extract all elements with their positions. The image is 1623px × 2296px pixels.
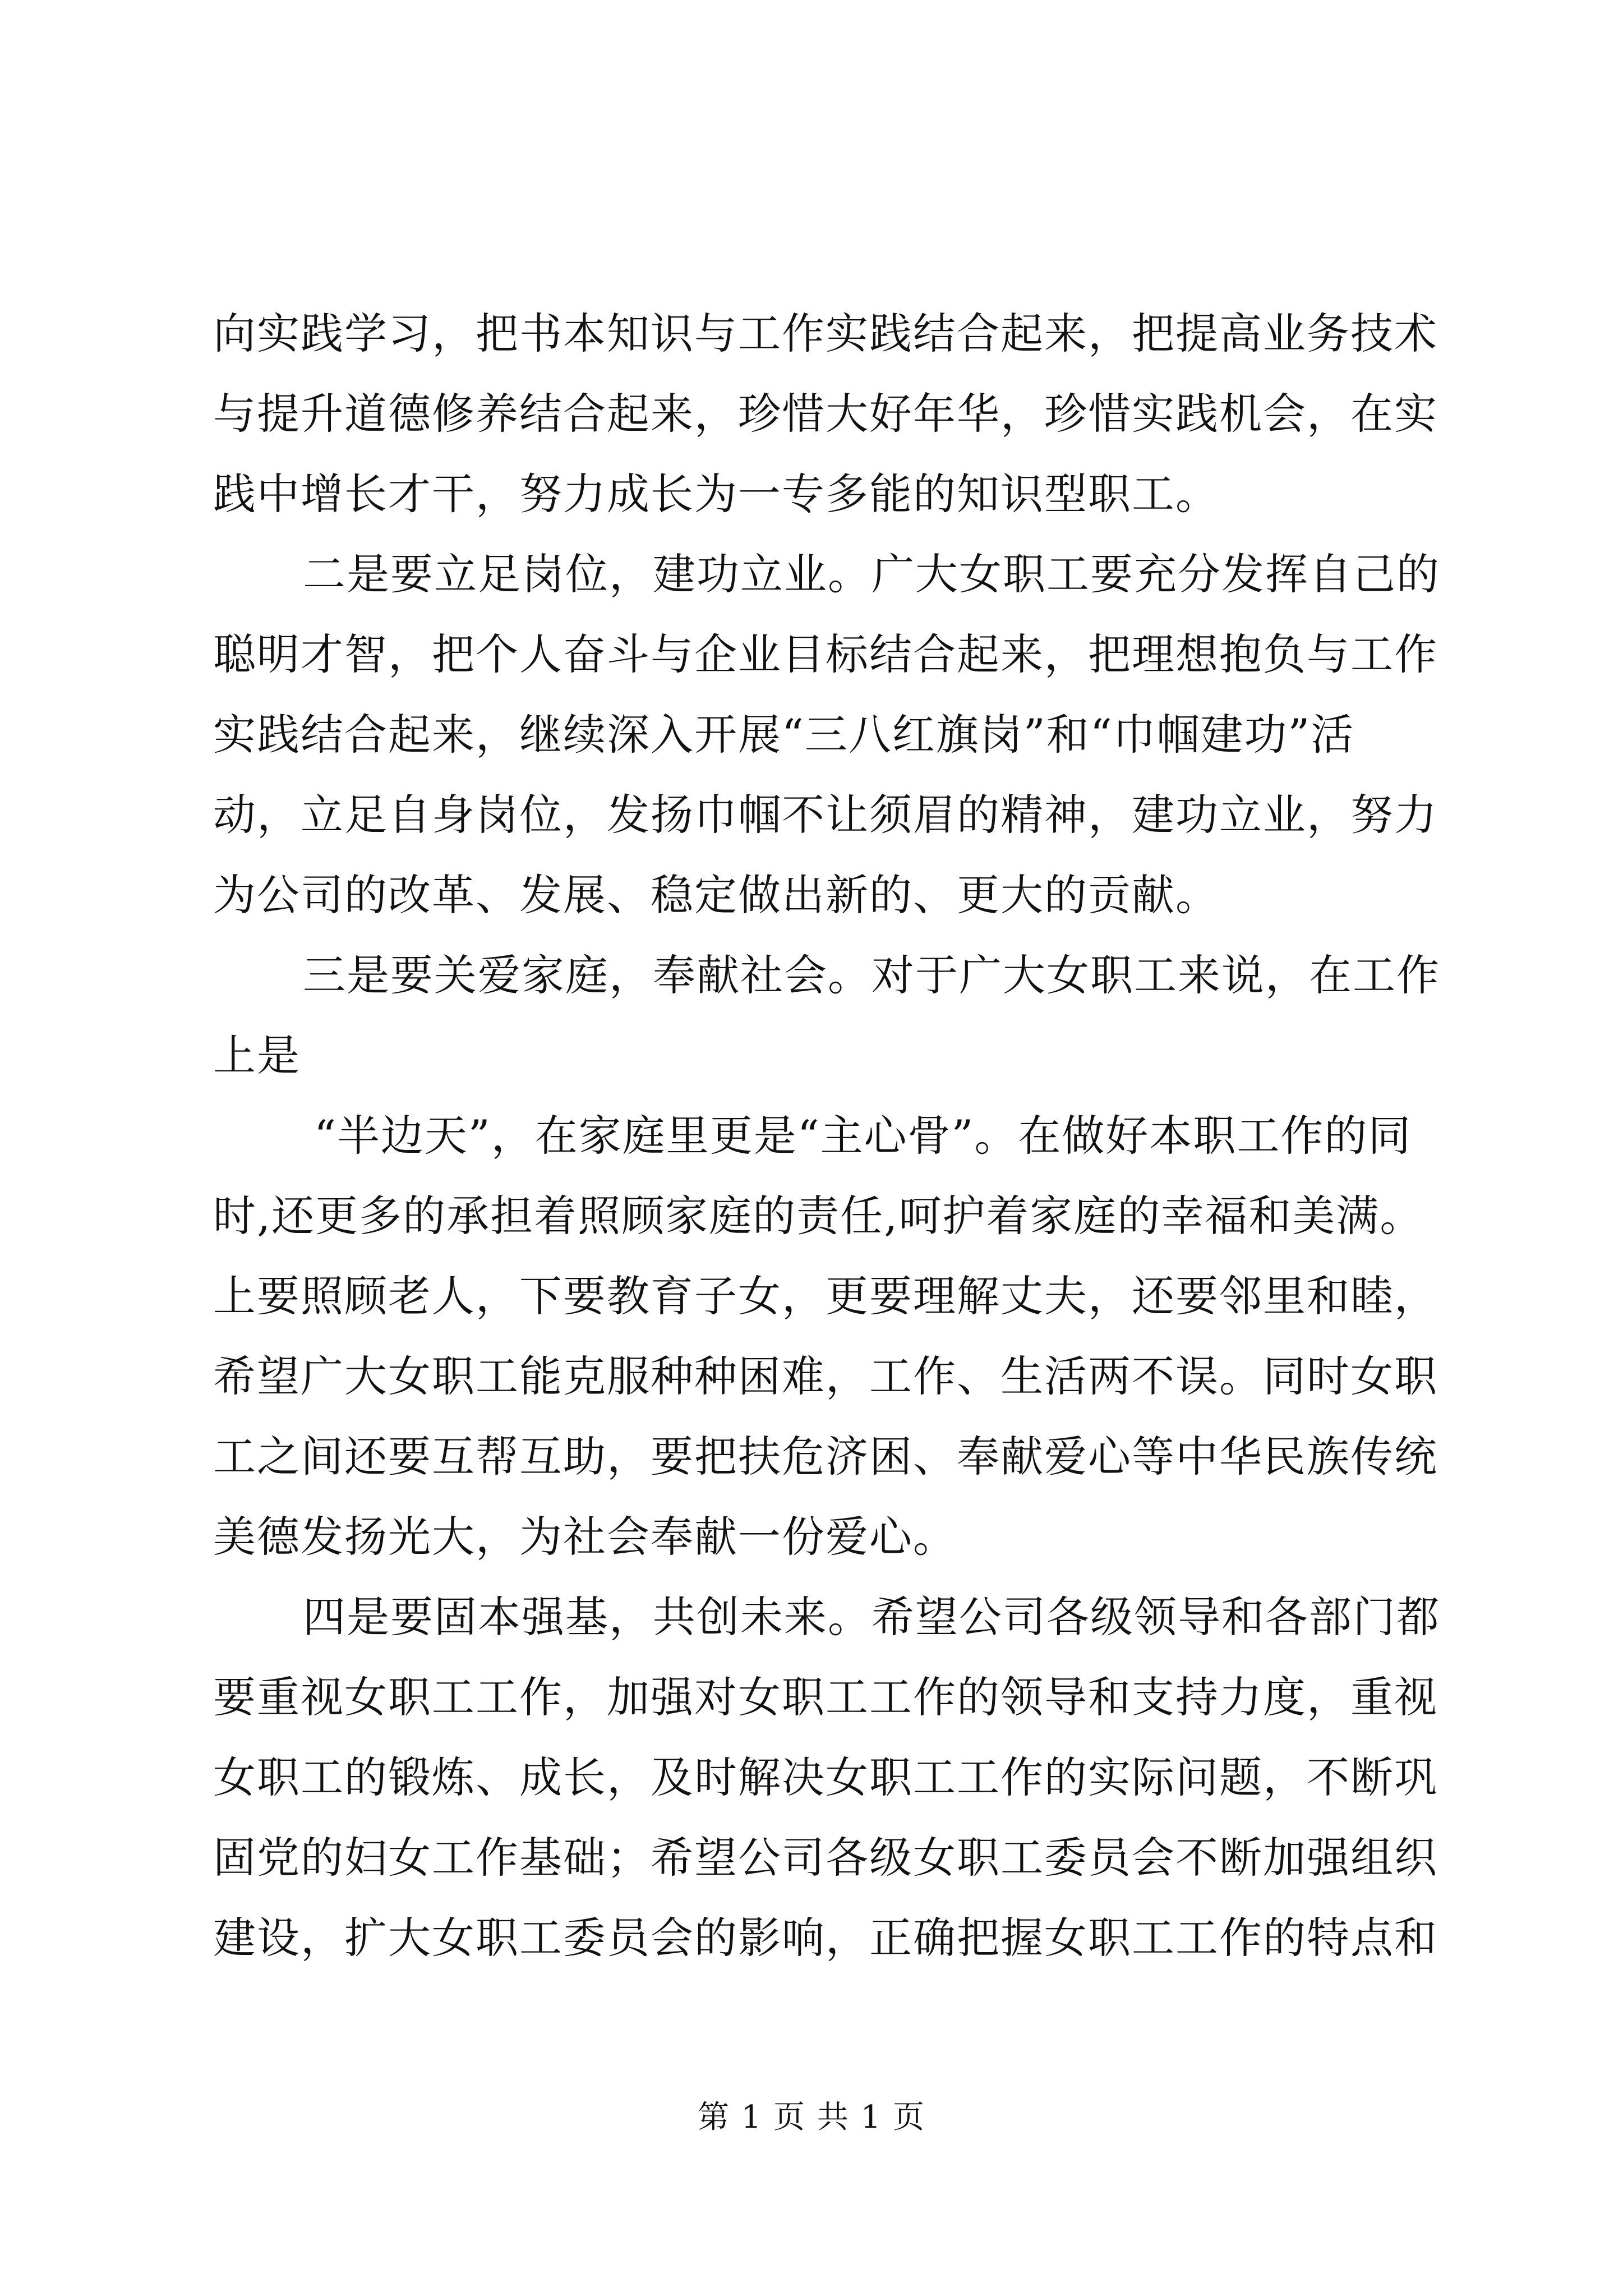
- page-footer: 第 1 页 共 1 页: [697, 2099, 926, 2136]
- text-line: 实践结合起来，继续深入开展“三八红旗岗”和“巾帼建功”活: [213, 710, 1355, 760]
- text-line: 为公司的改革、发展、稳定做出新的、更大的贡献。: [213, 870, 1219, 920]
- text-line: 女职工的锻炼、成长，及时解决女职工工作的实际问题，不断巩: [213, 1752, 1438, 1802]
- text-line: 时,还更多的承担着照顾家庭的责任,呵护着家庭的幸福和美满。: [213, 1191, 1424, 1241]
- paragraph-5-first-line: 四是要固本强基，共创未来。希望公司各级领导和各部门都: [303, 1592, 1440, 1642]
- paragraph-2-first-line: 二是要立足岗位，建功立业。广大女职工要充分发挥自己的: [303, 549, 1440, 599]
- text-line: 动，立足自身岗位，发扬巾帼不让须眉的精神，建功立业，努力: [213, 790, 1438, 840]
- text-line: 工之间还要互帮互助，要把扶危济困、奉献爱心等中华民族传统: [213, 1432, 1438, 1481]
- text-line: 建设，扩大女职工委员会的影响，正确把握女职工工作的特点和: [213, 1913, 1438, 1963]
- text-line: 践中增长才干，努力成长为一专多能的知识型职工。: [213, 469, 1219, 519]
- paragraph-4-first-line: “半边天”，在家庭里更是“主心骨”。在做好本职工作的同: [314, 1111, 1412, 1161]
- paragraph-3-first-line: 三是要关爱家庭，奉献社会。对于广大女职工来说，在工作: [303, 950, 1440, 1000]
- text-line: 固党的妇女工作基础；希望公司各级女职工委员会不断加强组织: [213, 1833, 1438, 1883]
- text-line: 聪明才智，把个人奋斗与企业目标结合起来，把理想抱负与工作: [213, 629, 1438, 679]
- text-line: 希望广大女职工能克服种种困难，工作、生活两不误。同时女职: [213, 1351, 1438, 1401]
- text-line: 要重视女职工工作，加强对女职工工作的领导和支持力度，重视: [213, 1672, 1438, 1722]
- text-line: 上要照顾老人，下要教育子女，更要理解丈夫，还要邻里和睦，: [213, 1271, 1438, 1321]
- text-line: 与提升道德修养结合起来，珍惜大好年华，珍惜实践机会，在实: [213, 389, 1438, 439]
- text-line: 美德发扬光大，为社会奉献一份爱心。: [213, 1512, 957, 1562]
- text-line: 向实践学习，把书本知识与工作实践结合起来，把提高业务技术: [213, 309, 1438, 358]
- text-line: 上是: [213, 1030, 301, 1080]
